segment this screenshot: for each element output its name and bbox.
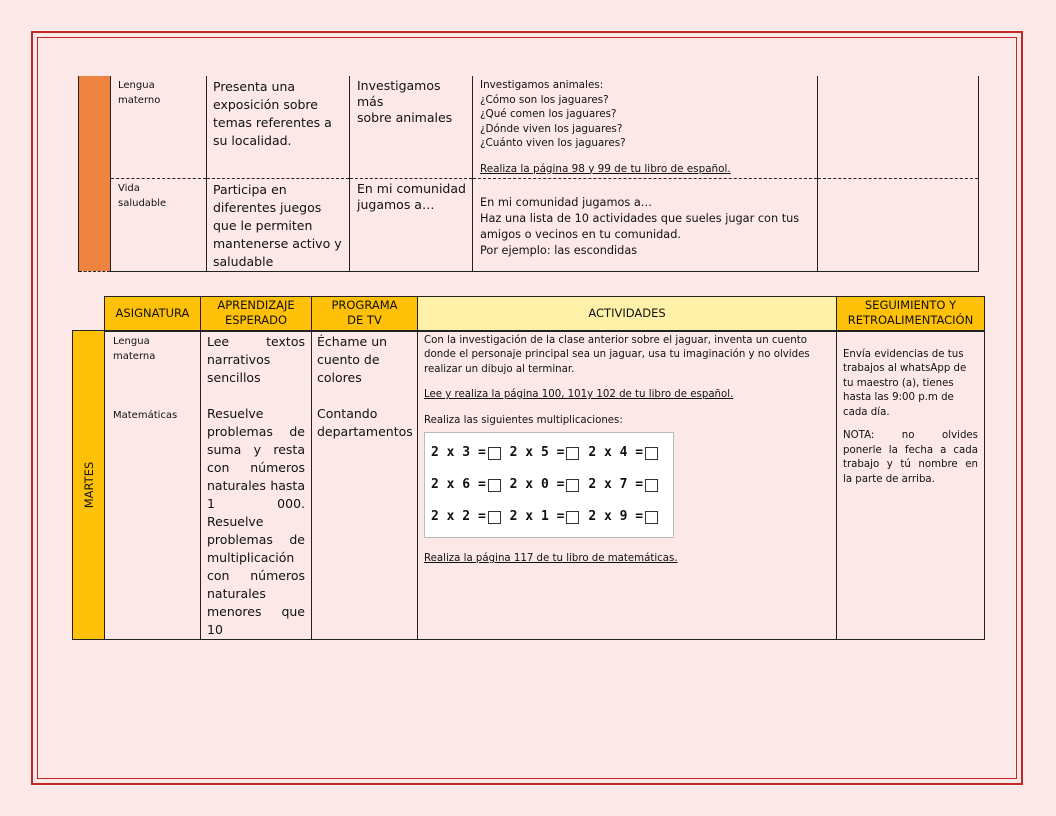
answer-box[interactable] [645,447,658,460]
aprendizaje-text: su localidad. [213,133,292,148]
seguimiento-text: trabajo y tú nombre en [843,459,978,470]
aprendizaje-text: naturales hasta [207,477,305,493]
actividad-line: ¿Dónde viven los jaguares? [480,122,623,135]
aprendizaje-cell [207,178,350,271]
actividades-cell [473,76,818,178]
aprendizaje-text: Presenta una [213,79,296,94]
asignatura-text: Lengua [118,80,155,91]
textbook-reference: Lee y realiza la página 100, 101y 102 de tu libro de español. [424,389,734,400]
aprendizaje-text: saludable [213,253,274,269]
previous-day-table [78,76,979,272]
actividades-cell [473,178,818,271]
actividad-line: Investigamos animales: [480,79,604,91]
aprendizaje-text: Participa en [213,181,287,197]
day-label: MARTES [81,461,96,509]
actividad-line: realizar un dibujo al terminar. [424,363,575,375]
answer-box[interactable] [488,511,501,524]
programa-text: cuento de [317,351,380,367]
header-programa: PROGRAMA DE TV [312,297,418,331]
answer-box[interactable] [566,479,579,492]
programa-text: sobre animales [357,110,453,125]
programa-text: Contando [317,405,378,421]
programa-text: Investigamos más [357,78,441,109]
actividad-line: En mi comunidad jugamos a… [480,195,653,209]
programa-cell [350,178,473,271]
multiplication-instruction: Realiza las siguientes multiplicaciones: [424,414,623,426]
answer-box[interactable] [645,479,658,492]
textbook-reference: Realiza la página 117 de tu libro de matemáticas. [424,553,678,564]
actividad-line: ¿Cuánto viven los jaguares? [480,137,626,149]
aprendizaje-text: Resuelve [207,405,264,421]
multiplication-item: 2 x 3 = [431,446,510,461]
asignatura-text: materno [118,95,161,106]
aprendizaje-text: multiplicación [207,549,295,565]
aprendizaje-text: problemas de [207,423,305,439]
aprendizaje-text: Lee textos [207,333,305,349]
aprendizaje-text: 1 000. Resuelve [207,495,305,529]
aprendizaje-text: problemas de [207,531,305,547]
seguimiento-text: cada día. [843,406,890,418]
aprendizaje-text: con números [207,567,305,583]
aprendizaje-text: narrativos [207,351,271,367]
header-asignatura: ASIGNATURA [105,297,201,331]
multiplication-item: 2 x 6 = [431,478,510,493]
answer-box[interactable] [488,479,501,492]
multiplication-item: 2 x 7 = [588,478,667,493]
martes-table [72,296,985,640]
aprendizaje-text: con números [207,459,305,475]
multiplication-item: 2 x 9 = [588,510,667,525]
aprendizaje-text: temas referentes a [213,115,332,130]
answer-box[interactable] [566,511,579,524]
programa-cell [312,331,418,640]
seguimiento-text: tu maestro (a), tienes [843,377,954,389]
answer-box[interactable] [645,511,658,524]
asignatura-cell [111,76,207,178]
seguimiento-text: trabajos al whatsApp de [843,363,967,374]
answer-box[interactable] [488,447,501,460]
aprendizaje-text: suma y resta [207,441,305,457]
actividad-line: Haz una lista de 10 actividades que sueles jugar con tus [480,211,800,225]
header-aprendizaje: APRENDIZAJE ESPERADO [201,297,312,331]
actividad-line: Por ejemplo: las escondidas [480,243,638,257]
multiplication-item: 2 x 2 = [431,510,510,525]
multiplication-item: 2 x 0 = [510,478,589,493]
actividad-line: ¿Qué comen los jaguares? [480,108,617,120]
aprendizaje-text: que le permiten [213,217,313,233]
aprendizaje-cell [201,331,312,640]
asignatura-text: materna [113,350,156,362]
actividad-line: amigos o vecinos en tu comunidad. [480,227,681,241]
day-label-cell [73,331,105,640]
answer-box[interactable] [566,447,579,460]
seguimiento-text: NOTA: no olvides [843,430,978,441]
table-header-row [73,297,985,331]
seguimiento-text: hasta las 9:00 p.m de [843,392,954,403]
asignatura-cell [111,178,207,271]
programa-text: departamentos [317,423,413,439]
asignatura-text: saludable [118,197,167,209]
asignatura-text: Lengua [113,335,150,347]
table-row [79,178,979,271]
multiplication-item: 2 x 1 = [510,510,589,525]
programa-cell [350,76,473,178]
aprendizaje-cell [207,76,350,178]
seguimiento-text: la parte de arriba. [843,473,935,485]
multiplication-exercises [424,432,674,538]
programa-text: En mi comunidad [357,180,466,196]
textbook-reference: Realiza la página 98 y 99 de tu libro de español. [480,162,731,175]
seguimiento-text: ponerle la fecha a cada [843,444,978,456]
aprendizaje-text: sencillos [207,369,261,385]
table-row [73,331,985,640]
seguimiento-cell [837,331,985,640]
actividades-cell [418,331,837,640]
header-actividades: ACTIVIDADES [418,297,837,331]
seguimiento-text: Envía evidencias de tus [843,348,964,360]
aprendizaje-text: naturales [207,585,266,601]
seguimiento-cell [818,178,979,271]
asignatura-text: Vida [118,182,140,194]
actividad-line: donde el personaje principal sea un jaguar, usa tu imaginación y no olvides [424,349,810,360]
multiplication-item: 2 x 4 = [588,446,667,461]
asignatura-text: Matemáticas [113,409,178,421]
table-row [79,76,979,178]
aprendizaje-text: exposición sobre [213,97,318,112]
asignatura-cell [105,331,201,640]
programa-text: jugamos a… [357,196,435,212]
programa-text: colores [317,369,362,385]
actividad-line: Con la investigación de la clase anterior sobre el jaguar, inventa un cuento [424,334,807,346]
seguimiento-cell [818,76,979,178]
multiplication-item: 2 x 5 = [510,446,589,461]
header-seguimiento: SEGUIMIENTO Y RETROALIMENTACIÓN [837,297,985,331]
day-color-strip [79,76,111,271]
aprendizaje-text: mantenerse activo y [213,235,342,251]
programa-text: Échame un [317,333,388,349]
actividad-line: ¿Cómo son los jaguares? [480,93,609,106]
aprendizaje-text: menores que 10 [207,603,305,637]
aprendizaje-text: diferentes juegos [213,199,322,215]
